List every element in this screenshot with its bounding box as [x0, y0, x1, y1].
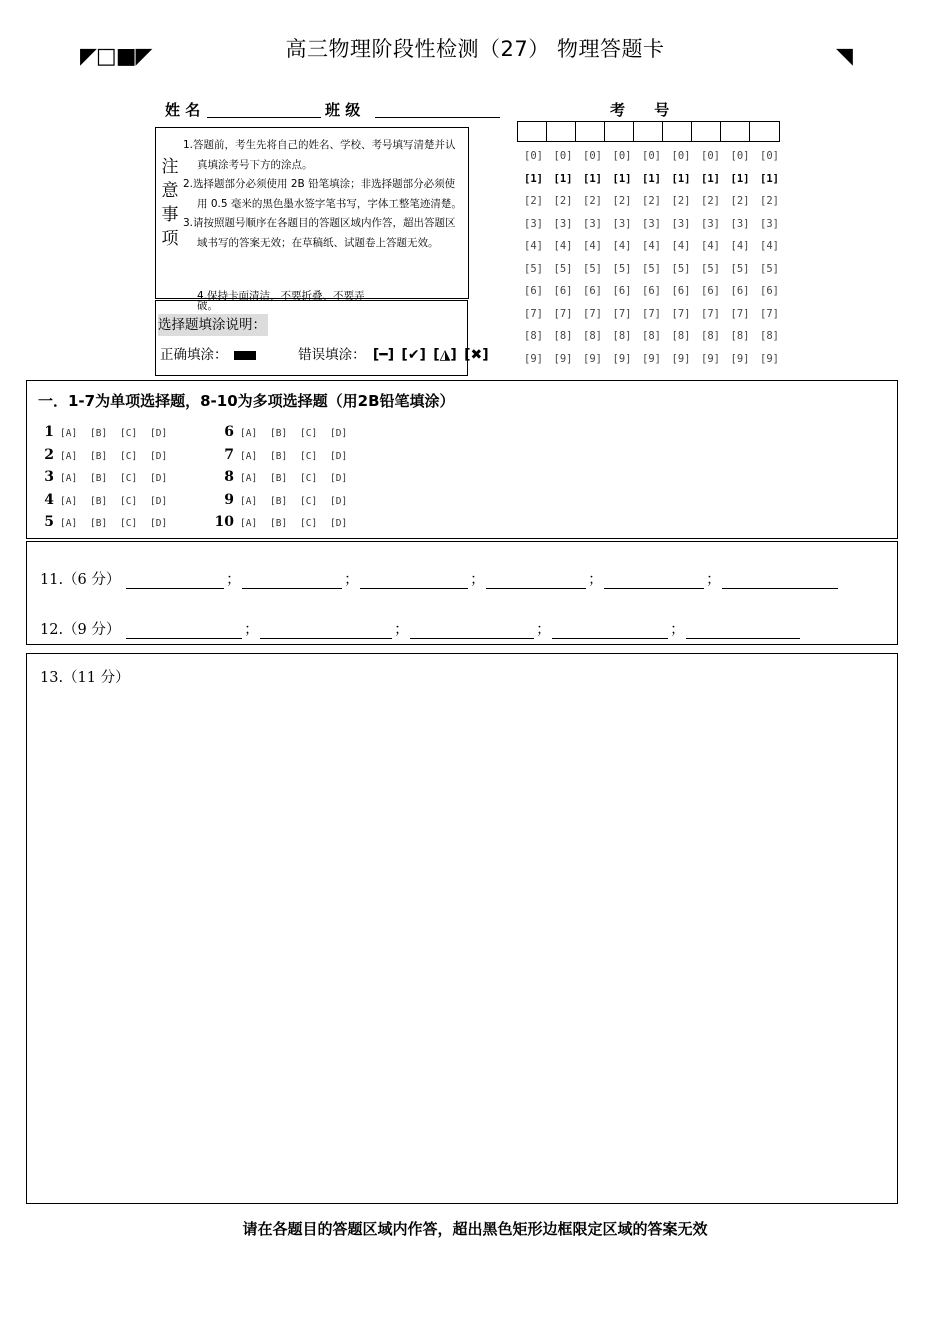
- mc-option-bubble[interactable]: [B]: [270, 473, 288, 484]
- question-number: 2: [44, 446, 54, 463]
- exam-digit-bubble[interactable]: [8]: [730, 330, 750, 342]
- mc-option-bubble[interactable]: [D]: [330, 450, 348, 462]
- mc-option-bubble[interactable]: [B]: [270, 518, 288, 529]
- separator: ；: [470, 572, 485, 588]
- question-label: 11.（6 分）: [40, 572, 121, 588]
- answer-blank[interactable]: [126, 574, 224, 589]
- exam-digit-bubble[interactable]: [9]: [612, 352, 632, 365]
- exam-digit-bubble[interactable]: [7]: [524, 307, 543, 320]
- exam-digit-bubble[interactable]: [2]: [701, 195, 720, 207]
- mc-option-bubble[interactable]: [A]: [240, 473, 258, 484]
- exam-digit-bubble[interactable]: [5]: [612, 262, 632, 275]
- separator: ；: [394, 622, 409, 638]
- question-number: 3: [44, 469, 54, 485]
- footer-note: 请在各题目的答题区域内作答，超出黑色矩形边框限定区域的答案无效: [242, 1220, 708, 1238]
- exam-digit-bubble[interactable]: [6]: [612, 285, 632, 297]
- exam-digit-bubble[interactable]: [3]: [583, 217, 602, 230]
- answer-blank[interactable]: [260, 624, 392, 639]
- exam-number-box[interactable]: [605, 122, 634, 141]
- answer-blank[interactable]: [126, 624, 242, 639]
- mc-question-row: [206, 510, 360, 533]
- exam-digit-bubble[interactable]: [3]: [553, 217, 573, 230]
- class-field[interactable]: [375, 117, 500, 118]
- exam-digit-bubble[interactable]: [4]: [671, 240, 691, 252]
- exam-digit-bubble[interactable]: [6]: [730, 285, 750, 297]
- exam-digit-bubble[interactable]: [1]: [612, 172, 632, 185]
- mc-option-bubble[interactable]: [C]: [120, 518, 138, 529]
- exam-digit-bubble[interactable]: [2]: [583, 195, 602, 207]
- mc-option-bubble[interactable]: [A]: [60, 473, 78, 484]
- exam-digit-bubble[interactable]: [4]: [553, 240, 573, 252]
- exam-digit-bubble[interactable]: [2]: [730, 195, 750, 207]
- exam-number-boxes: [517, 121, 780, 142]
- section-title: 一．1-7为单项选择题，8-10为多项选择题（用2B铅笔填涂）: [38, 392, 455, 410]
- exam-digit-bubble[interactable]: [3]: [760, 217, 779, 230]
- mc-option-bubble[interactable]: [C]: [120, 495, 138, 507]
- exam-digit-bubble[interactable]: [3]: [730, 217, 750, 230]
- separator: ；: [670, 622, 685, 638]
- mc-question-row: [26, 510, 180, 533]
- question-number: 7: [224, 446, 234, 463]
- mc-option-bubble[interactable]: [D]: [150, 450, 168, 462]
- notice-items: [183, 136, 465, 253]
- wrong-fill-partial-icon: [◮]: [433, 347, 457, 363]
- exam-digit-row: [524, 146, 790, 169]
- fill-guide-title: 选择题填涂说明：: [158, 314, 268, 336]
- exam-digit-bubble[interactable]: [5]: [730, 262, 750, 275]
- answer-blank[interactable]: [604, 574, 704, 589]
- mc-option-bubble[interactable]: [C]: [120, 473, 138, 484]
- mc-question-row: [26, 443, 180, 466]
- mc-option-bubble[interactable]: [B]: [90, 518, 108, 529]
- notice-heading-char: 注: [161, 157, 179, 177]
- correct-fill-sample: [234, 351, 256, 360]
- question-label: 12.（9 分）: [40, 622, 121, 638]
- exam-digit-bubble[interactable]: [9]: [583, 352, 602, 365]
- notice-item: 1.答题前，考生先将自己的姓名、学校、考号填写清楚并认真填涂考号下方的涂点。: [183, 139, 456, 171]
- mc-option-bubble[interactable]: [C]: [300, 518, 318, 529]
- mc-option-bubble[interactable]: [D]: [150, 518, 168, 529]
- exam-number-box[interactable]: [692, 122, 721, 141]
- exam-digit-bubble[interactable]: [0]: [642, 150, 661, 162]
- name-field[interactable]: [207, 117, 321, 118]
- exam-digit-bubble[interactable]: [6]: [671, 285, 691, 297]
- separator: ；: [536, 622, 551, 638]
- exam-digit-bubble[interactable]: [0]: [612, 150, 632, 162]
- wrong-fill-strike-icon: [━]: [372, 347, 395, 363]
- mc-question-row: [206, 465, 360, 488]
- exam-digit-row: [524, 281, 790, 304]
- exam-number-box[interactable]: [721, 122, 750, 141]
- exam-digit-bubble[interactable]: [7]: [671, 307, 691, 320]
- mc-option-bubble[interactable]: [B]: [90, 450, 108, 462]
- notice-item: 3.请按照题号顺序在各题目的答题区域内作答，超出答题区域书写的答案无效；在草稿纸、试题卷上答题无效。: [183, 217, 456, 249]
- exam-digit-bubble[interactable]: [8]: [671, 330, 691, 342]
- exam-digit-bubble[interactable]: [0]: [583, 150, 602, 162]
- separator: ；: [344, 572, 359, 588]
- exam-digit-bubble[interactable]: [1]: [701, 172, 720, 185]
- exam-digit-bubble[interactable]: [0]: [730, 150, 750, 162]
- exam-digit-row: [524, 349, 790, 372]
- exam-digit-bubble[interactable]: [9]: [524, 352, 543, 365]
- exam-digit-bubble[interactable]: [7]: [701, 307, 720, 320]
- mc-option-bubble[interactable]: [C]: [300, 495, 318, 507]
- answer-blank[interactable]: [360, 574, 468, 589]
- exam-digit-bubble[interactable]: [3]: [642, 217, 661, 230]
- mc-option-bubble[interactable]: [A]: [60, 495, 78, 507]
- exam-digit-bubble[interactable]: [5]: [760, 262, 779, 275]
- exam-number-box[interactable]: [750, 122, 779, 141]
- exam-digit-bubble[interactable]: [5]: [583, 262, 602, 275]
- exam-digit-bubble[interactable]: [2]: [642, 195, 661, 207]
- exam-digit-row: [524, 214, 790, 237]
- mc-option-bubble[interactable]: [B]: [90, 428, 108, 439]
- exam-digit-bubble[interactable]: [9]: [642, 352, 661, 365]
- notice-item: 2.选择题部分必须使用 2B 铅笔填涂；非选择题部分必须使用 0.5 毫米的黑色墨水签字笔书写，字体工整笔迹清楚。: [183, 178, 462, 210]
- mc-option-bubble[interactable]: [A]: [240, 518, 258, 529]
- exam-digit-bubble[interactable]: [0]: [671, 150, 691, 162]
- exam-digit-bubble[interactable]: [3]: [671, 217, 691, 230]
- answer-blank[interactable]: [686, 624, 800, 639]
- notice-heading-char: 意: [161, 181, 179, 201]
- separator: ；: [244, 622, 259, 638]
- mc-option-bubble[interactable]: [D]: [330, 495, 348, 507]
- exam-digit-bubble[interactable]: [3]: [612, 217, 632, 230]
- exam-digit-bubble[interactable]: [6]: [583, 285, 602, 297]
- exam-digit-row: [524, 259, 790, 282]
- exam-digit-bubble[interactable]: [8]: [612, 330, 632, 342]
- exam-digit-bubble[interactable]: [0]: [524, 150, 543, 162]
- mc-question-row: [206, 420, 360, 443]
- question-11: [40, 568, 838, 589]
- mc-question-row: [26, 465, 180, 488]
- mc-option-bubble[interactable]: [A]: [240, 428, 258, 439]
- mc-option-bubble[interactable]: [C]: [300, 428, 318, 439]
- exam-digit-bubble[interactable]: [7]: [553, 307, 573, 320]
- exam-digit-bubble[interactable]: [3]: [524, 217, 543, 230]
- exam-digit-bubble[interactable]: [5]: [642, 262, 661, 275]
- fill-guide-examples: [160, 346, 489, 364]
- exam-digit-bubble[interactable]: [2]: [760, 195, 779, 207]
- exam-digit-bubble[interactable]: [4]: [701, 240, 720, 252]
- exam-digit-bubble[interactable]: [6]: [760, 285, 779, 297]
- exam-number-box[interactable]: [547, 122, 576, 141]
- exam-digit-row: [524, 191, 790, 214]
- exam-digit-bubble[interactable]: [5]: [553, 262, 573, 275]
- question-number: 9: [224, 491, 234, 508]
- exam-number-box[interactable]: [576, 122, 605, 141]
- exam-digit-bubble[interactable]: [0]: [760, 150, 779, 162]
- mc-question-row: [26, 488, 180, 511]
- exam-digit-bubble[interactable]: [8]: [701, 330, 720, 342]
- correct-fill-label: 正确填涂：: [160, 347, 228, 363]
- exam-number-bubbles: [524, 146, 790, 371]
- exam-number-box[interactable]: [634, 122, 663, 141]
- exam-digit-bubble[interactable]: [9]: [760, 352, 779, 365]
- answer-blank[interactable]: [410, 624, 534, 639]
- exam-digit-bubble[interactable]: [1]: [760, 172, 779, 185]
- question-number: 4: [44, 491, 54, 508]
- mc-option-bubble[interactable]: [A]: [240, 495, 258, 507]
- answer-blank[interactable]: [242, 574, 342, 589]
- exam-digit-bubble[interactable]: [8]: [642, 330, 661, 342]
- page-title: 高三物理阶段性检测（27） 物理答题卡: [285, 37, 665, 61]
- exam-digit-bubble[interactable]: [2]: [671, 195, 691, 207]
- exam-digit-bubble[interactable]: [4]: [730, 240, 750, 252]
- mc-option-bubble[interactable]: [B]: [270, 450, 288, 462]
- question-number: 10: [214, 514, 234, 530]
- question-13-label: 13.（11 分）: [40, 670, 130, 686]
- separator: ；: [588, 572, 603, 588]
- exam-digit-row: [524, 236, 790, 259]
- exam-digit-bubble[interactable]: [4]: [524, 240, 543, 252]
- mc-column-right: [206, 420, 360, 533]
- name-label: 姓 名: [165, 101, 201, 119]
- question-12: [40, 618, 800, 639]
- notice-heading: [158, 155, 182, 251]
- corner-mark-top-left: ◤□■◤: [80, 44, 152, 69]
- exam-digit-bubble[interactable]: [9]: [553, 352, 573, 365]
- separator: ；: [226, 572, 241, 588]
- question-number: 5: [44, 514, 54, 530]
- exam-digit-bubble[interactable]: [7]: [612, 307, 632, 320]
- mc-option-bubble[interactable]: [B]: [90, 473, 108, 484]
- exam-digit-bubble[interactable]: [7]: [730, 307, 750, 320]
- exam-digit-bubble[interactable]: [4]: [642, 240, 661, 252]
- wrong-fill-check-icon: [✔]: [401, 347, 426, 363]
- exam-digit-bubble[interactable]: [5]: [671, 262, 691, 275]
- mc-option-bubble[interactable]: [B]: [270, 495, 288, 507]
- wrong-fill-label: 错误填涂：: [298, 347, 366, 363]
- exam-digit-bubble[interactable]: [4]: [612, 240, 632, 252]
- exam-number-box[interactable]: [518, 122, 547, 141]
- fill-guide-box: [155, 300, 468, 376]
- exam-digit-bubble[interactable]: [7]: [760, 307, 779, 320]
- mc-option-bubble[interactable]: [A]: [60, 428, 78, 439]
- exam-digit-bubble[interactable]: [1]: [671, 172, 691, 185]
- wrong-fill-cross-icon: [✖]: [464, 347, 489, 363]
- exam-digit-row: [524, 326, 790, 349]
- mc-option-bubble[interactable]: [B]: [270, 428, 288, 439]
- exam-digit-row: [524, 304, 790, 327]
- answer-blank[interactable]: [552, 624, 668, 639]
- exam-digit-bubble[interactable]: [1]: [642, 172, 661, 185]
- exam-digit-bubble[interactable]: [1]: [524, 172, 543, 185]
- mc-option-bubble[interactable]: [D]: [150, 473, 168, 484]
- exam-digit-bubble[interactable]: [0]: [701, 150, 720, 162]
- exam-digit-bubble[interactable]: [6]: [553, 285, 573, 297]
- mc-question-row: [206, 443, 360, 466]
- corner-mark-top-right: ◥: [836, 44, 853, 69]
- exam-digit-bubble[interactable]: [9]: [730, 352, 750, 365]
- exam-digit-bubble[interactable]: [9]: [701, 352, 720, 365]
- exam-digit-bubble[interactable]: [2]: [553, 195, 573, 207]
- separator: ；: [706, 572, 721, 588]
- mc-option-bubble[interactable]: [C]: [120, 428, 138, 439]
- exam-digit-bubble[interactable]: [2]: [524, 195, 543, 207]
- exam-digit-bubble[interactable]: [6]: [524, 285, 543, 297]
- answer-blank[interactable]: [486, 574, 586, 589]
- exam-number-box[interactable]: [663, 122, 692, 141]
- mc-option-bubble[interactable]: [C]: [300, 450, 318, 462]
- exam-digit-bubble[interactable]: [4]: [760, 240, 779, 252]
- mc-option-bubble[interactable]: [A]: [60, 518, 78, 529]
- mc-option-bubble[interactable]: [A]: [60, 450, 78, 462]
- exam-digit-bubble[interactable]: [8]: [553, 330, 573, 342]
- mc-option-bubble[interactable]: [D]: [330, 473, 348, 484]
- mc-option-bubble[interactable]: [D]: [330, 428, 348, 439]
- exam-digit-bubble[interactable]: [1]: [730, 172, 750, 185]
- question-number: 1: [44, 424, 54, 440]
- mc-question-row: [206, 488, 360, 511]
- exam-digit-bubble[interactable]: [7]: [642, 307, 661, 320]
- exam-digit-bubble[interactable]: [3]: [701, 217, 720, 230]
- exam-number-label: 考 号: [610, 101, 682, 119]
- exam-digit-bubble[interactable]: [6]: [701, 285, 720, 297]
- exam-digit-bubble[interactable]: [6]: [642, 285, 661, 297]
- question-number: 8: [224, 469, 234, 485]
- mc-option-bubble[interactable]: [D]: [330, 518, 348, 529]
- notice-heading-char: 事: [161, 205, 179, 225]
- mc-option-bubble[interactable]: [C]: [120, 450, 138, 462]
- mc-question-row: [26, 420, 180, 443]
- exam-digit-bubble[interactable]: [7]: [583, 307, 602, 320]
- exam-digit-bubble[interactable]: [8]: [583, 330, 602, 342]
- exam-digit-bubble[interactable]: [2]: [612, 195, 632, 207]
- exam-digit-bubble[interactable]: [8]: [760, 330, 779, 342]
- question-number: 6: [224, 424, 234, 440]
- mc-option-bubble[interactable]: [D]: [150, 495, 168, 507]
- notice-heading-char: 项: [161, 229, 179, 249]
- exam-digit-bubble[interactable]: [4]: [583, 240, 602, 252]
- section-q13-answer-area[interactable]: [26, 653, 898, 1204]
- exam-digit-bubble[interactable]: [5]: [524, 262, 543, 275]
- mc-option-bubble[interactable]: [D]: [150, 428, 168, 439]
- mc-option-bubble[interactable]: [C]: [300, 473, 318, 484]
- notice-item-truncated: 4.保持卡面清洁，不要折叠、不要弄破。: [197, 290, 365, 312]
- exam-digit-bubble[interactable]: [1]: [583, 172, 602, 185]
- class-label: 班 级: [325, 101, 361, 119]
- exam-digit-bubble[interactable]: [5]: [701, 262, 720, 275]
- exam-digit-bubble[interactable]: [1]: [553, 172, 573, 185]
- exam-digit-bubble[interactable]: [9]: [671, 352, 691, 365]
- exam-digit-bubble[interactable]: [8]: [524, 330, 543, 342]
- exam-digit-row: [524, 169, 790, 192]
- exam-digit-bubble[interactable]: [0]: [553, 150, 573, 162]
- answer-blank[interactable]: [722, 574, 838, 589]
- mc-option-bubble[interactable]: [A]: [240, 450, 258, 462]
- mc-option-bubble[interactable]: [B]: [90, 495, 108, 507]
- mc-column-left: [26, 420, 180, 533]
